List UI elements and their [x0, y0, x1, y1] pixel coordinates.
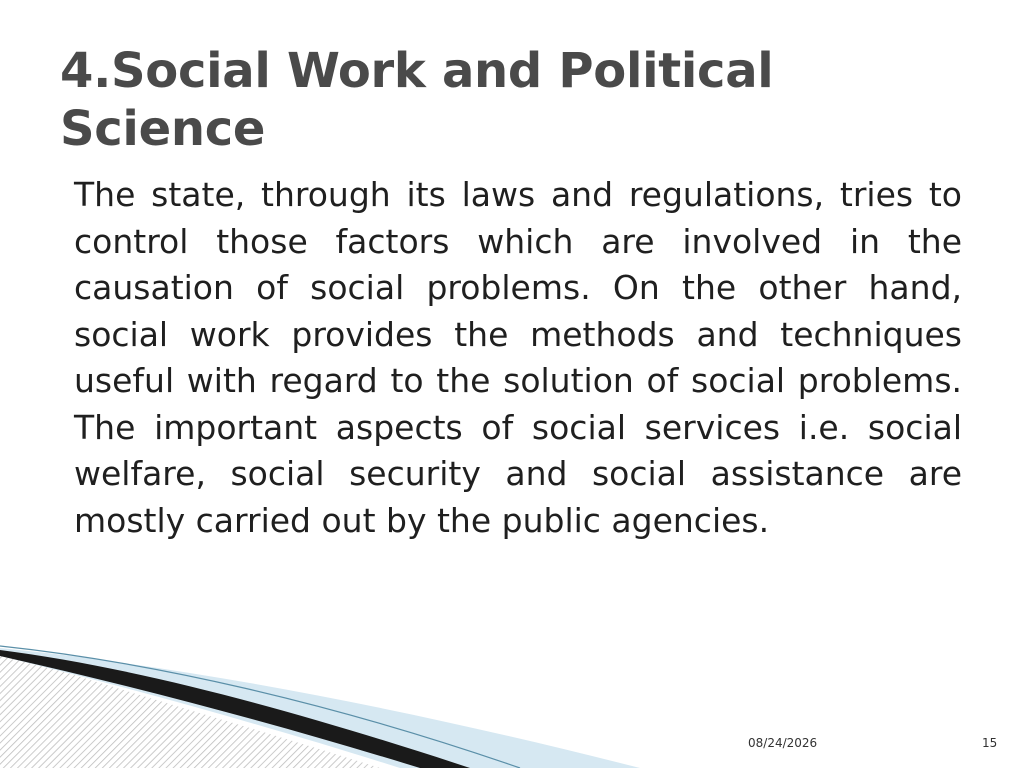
slide-title: 4.Social Work and Political Science — [60, 43, 774, 157]
dark-swoosh-shape — [0, 650, 470, 768]
light-blue-wave-shape — [0, 648, 640, 768]
footer-date: 08/24/2026 — [748, 736, 818, 750]
slide-number: 15 — [982, 736, 998, 750]
slide-body-paragraph: The state, through its laws and regulations, tries to control those factors which are involved in the causation of social problems. On the other hand, social work provides the methods and techniques useful with regard to the solution of social problems. The important aspects of social services i.e. social welfare, social security and social assistance are mostly carried out by the public agencies. — [74, 175, 962, 540]
thin-wave-line — [0, 646, 520, 768]
hatched-wave-shape — [0, 652, 380, 768]
